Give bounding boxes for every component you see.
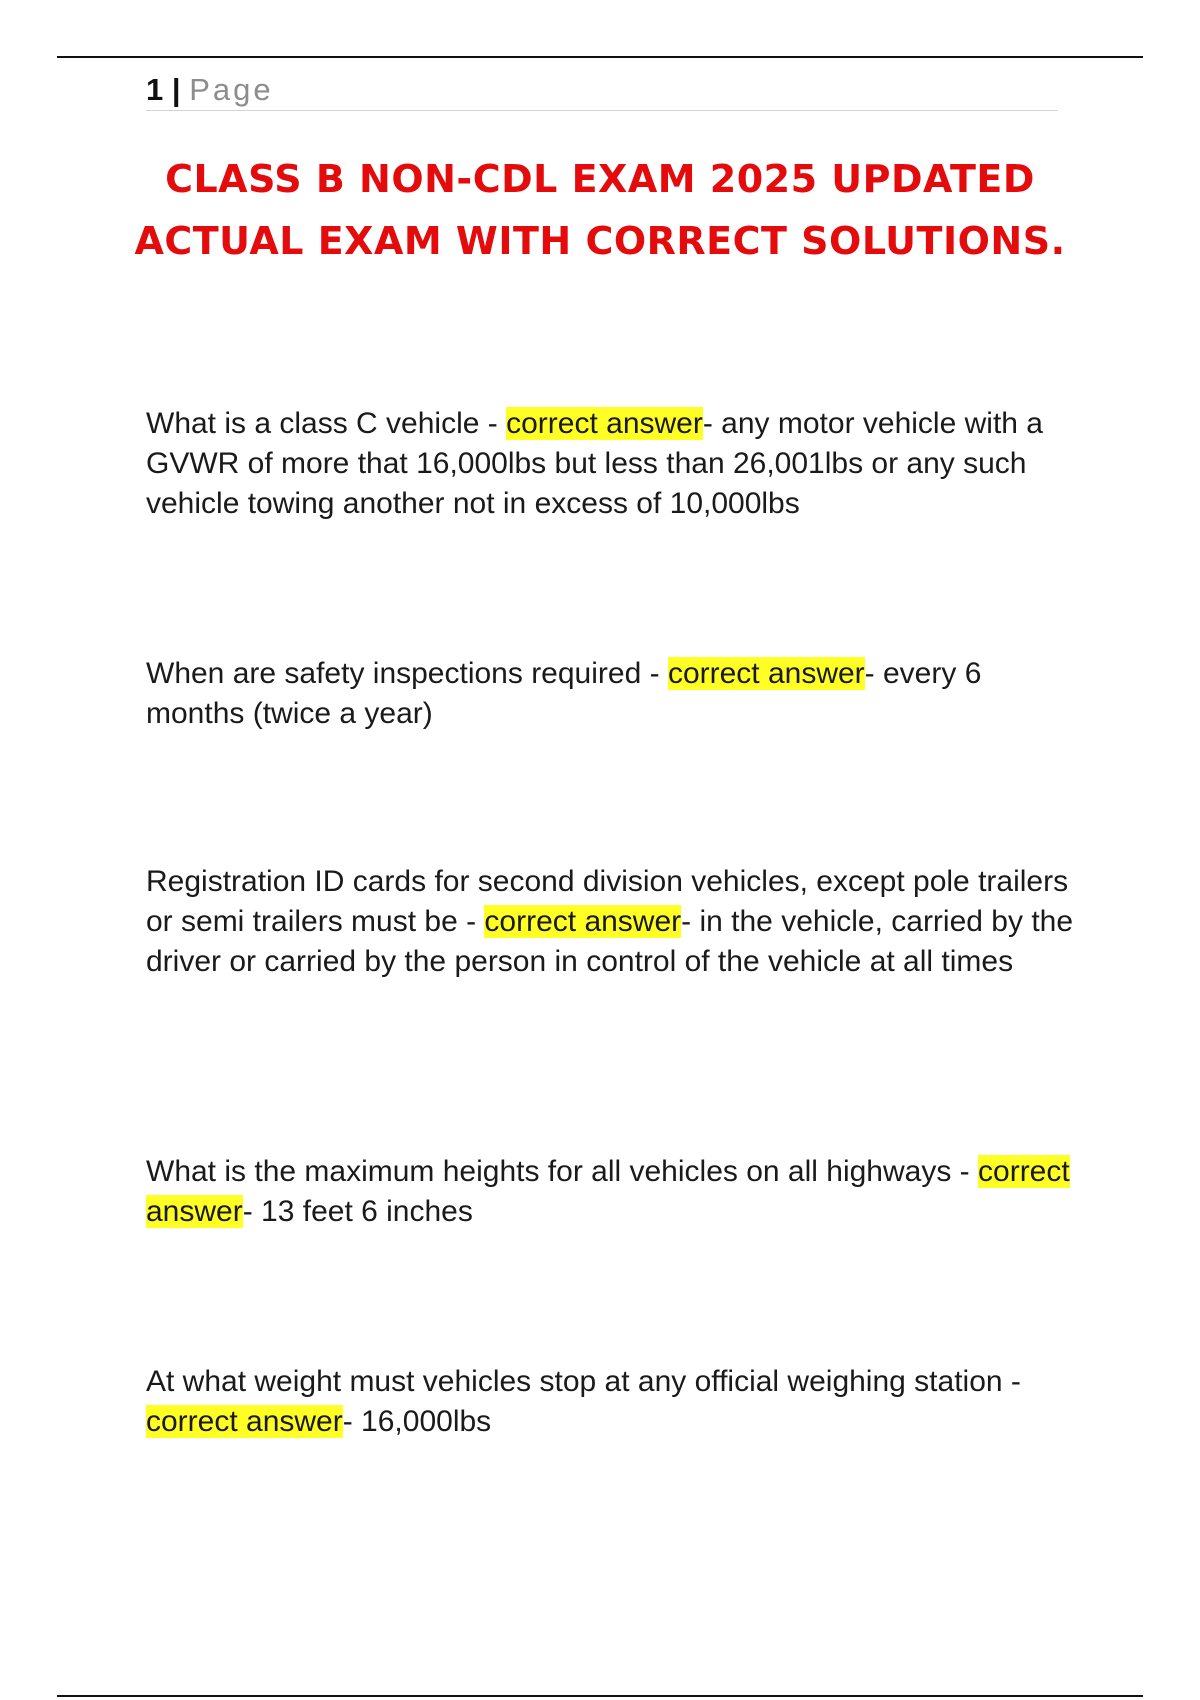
answer-text: - every 6 months (twice a year) (146, 657, 982, 730)
qa-item (146, 862, 1076, 982)
answer-text: - any motor vehicle with a GVWR of more that 16,000lbs but less than 26,001lbs or any such vehicle towing another not in excess of 10,000lbs (146, 407, 1043, 520)
page-number: 1 (146, 72, 164, 107)
correct-answer-marker: correct answer (506, 407, 703, 440)
bottom-rule (57, 1695, 1143, 1697)
question-text: What is the maximum heights for all vehicles on all highways - (146, 1155, 979, 1188)
correct-answer-marker: correct answer (667, 657, 865, 690)
page-header (146, 70, 1058, 111)
qa-item (146, 654, 1076, 734)
top-rule (57, 56, 1143, 58)
page-word: Page (189, 72, 274, 107)
question-text: When are safety inspections required - (146, 657, 668, 690)
qa-item (146, 1152, 1076, 1232)
correct-answer-marker: correct answer (484, 905, 682, 938)
qa-item (146, 404, 1076, 524)
document-title: CLASS B NON-CDL EXAM 2025 UPDATED ACTUAL EXAM WITH CORRECT SOLUTIONS. (134, 157, 1066, 263)
correct-answer-marker: correct answer (146, 1405, 343, 1438)
question-text: At what weight must vehicles stop at any official weighing station - (146, 1365, 1021, 1398)
correct-answer-marker: correct answer (146, 1155, 1070, 1228)
answer-text: - in the vehicle, carried by the driver or carried by the person in control of the vehicle at all times (146, 905, 1074, 978)
qa-item (146, 1362, 1076, 1442)
question-text: Registration ID cards for second division vehicles, except pole trailers or semi trailers must be - (146, 865, 1069, 938)
answer-text: - 13 feet 6 inches (242, 1195, 473, 1228)
answer-text: - 16,000lbs (342, 1405, 492, 1438)
page-separator: | (171, 72, 181, 107)
question-text: What is a class C vehicle - (146, 407, 507, 440)
